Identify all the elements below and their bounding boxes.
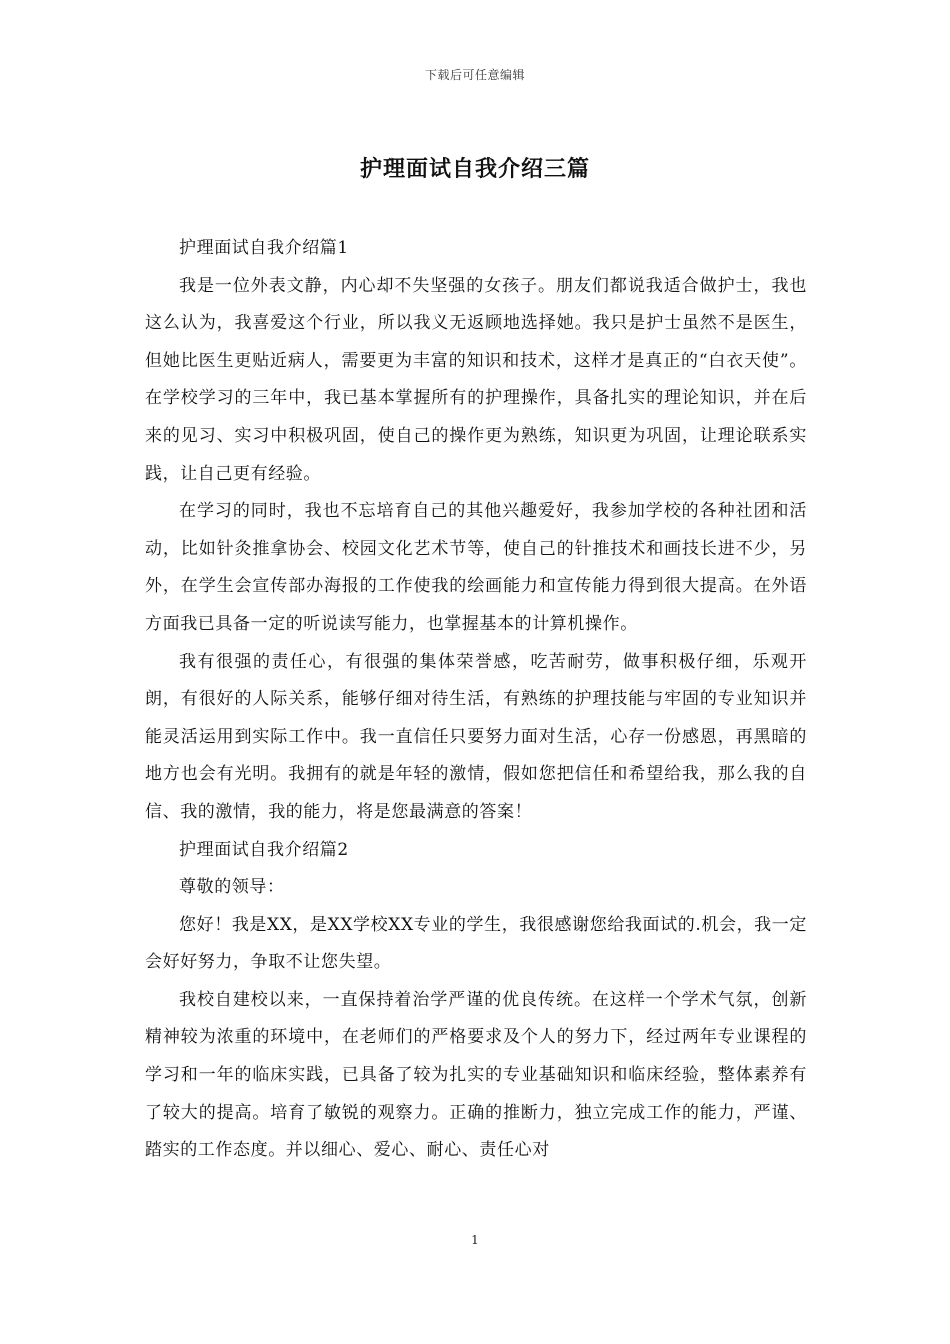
paragraph: 我是一位外表文静，内心却不失坚强的女孩子。朋友们都说我适合做护士，我也这么认为，我喜爱这个行业，所以我义无返顾地选择她。我只是护士虽然不是医生，但她比医生更贴近病人，需要更为丰富的知识和技术，这样才是真正的“白衣天使”。在学校学习的三年中，我已基本掌握所有的护理操作，具备扎实的理论知识，并在后来的见习、实习中积极巩固，使自己的操作更为熟练，知识更为巩固，让理论联系实践，让自己更有经验。 <box>145 275 807 484</box>
document-body <box>145 230 807 1170</box>
header-note: 下载后可任意编辑 <box>424 68 525 82</box>
page-number: 1 <box>471 1233 479 1247</box>
paragraph: 在学习的同时，我也不忘培育自己的其他兴趣爱好，我参加学校的各种社团和活动，比如针灸推拿协会、校园文化艺术节等，使自己的针推技术和画技长进不少，另外，在学生会宣传部办海报的工作使我的绘画能力和宣传能力得到很大提高。在外语方面我已具备一定的听说读写能力，也掌握基本的计算机操作。 <box>145 501 807 634</box>
document-title: 护理面试自我介绍三篇 <box>359 156 590 182</box>
paragraph: 我校自建校以来，一直保持着治学严谨的优良传统。在这样一个学术气氛，创新精神较为浓重的环境中，在老师们的严格要求及个人的努力下，经过两年专业课程的学习和一年的临床实践，已具备了较为扎实的专业基础知识和临床经验，整体素养有了较大的提高。培育了敏锐的观察力。正确的推断力，独立完成工作的能力，严谨、踏实的工作态度。并以细心、爱心、耐心、责任心对 <box>145 989 807 1161</box>
paragraph: 您好！我是XX，是XX学校XX专业的学生，我很感谢您给我面试的.机会，我一定会好好努力，争取不让您失望。 <box>145 914 807 973</box>
section-heading-1: 护理面试自我介绍篇1 <box>179 238 349 258</box>
salutation: 尊敬的领导： <box>179 877 285 898</box>
paragraph: 我有很强的责任心，有很强的集体荣誉感，吃苦耐劳，做事积极仔细，乐观开朗，有很好的人际关系，能够仔细对待生活，有熟练的护理技能与牢固的专业知识并能灵活运用到实际工作中。我一直信任只要努力面对生活，心存一份感恩，再黑暗的地方也会有光明。我拥有的就是年轻的激情，假如您把信任和希望给我，那么我的自信、我的激情，我的能力，将是您最满意的答案！ <box>145 651 807 822</box>
section-heading-2: 护理面试自我介绍篇2 <box>179 839 349 860</box>
